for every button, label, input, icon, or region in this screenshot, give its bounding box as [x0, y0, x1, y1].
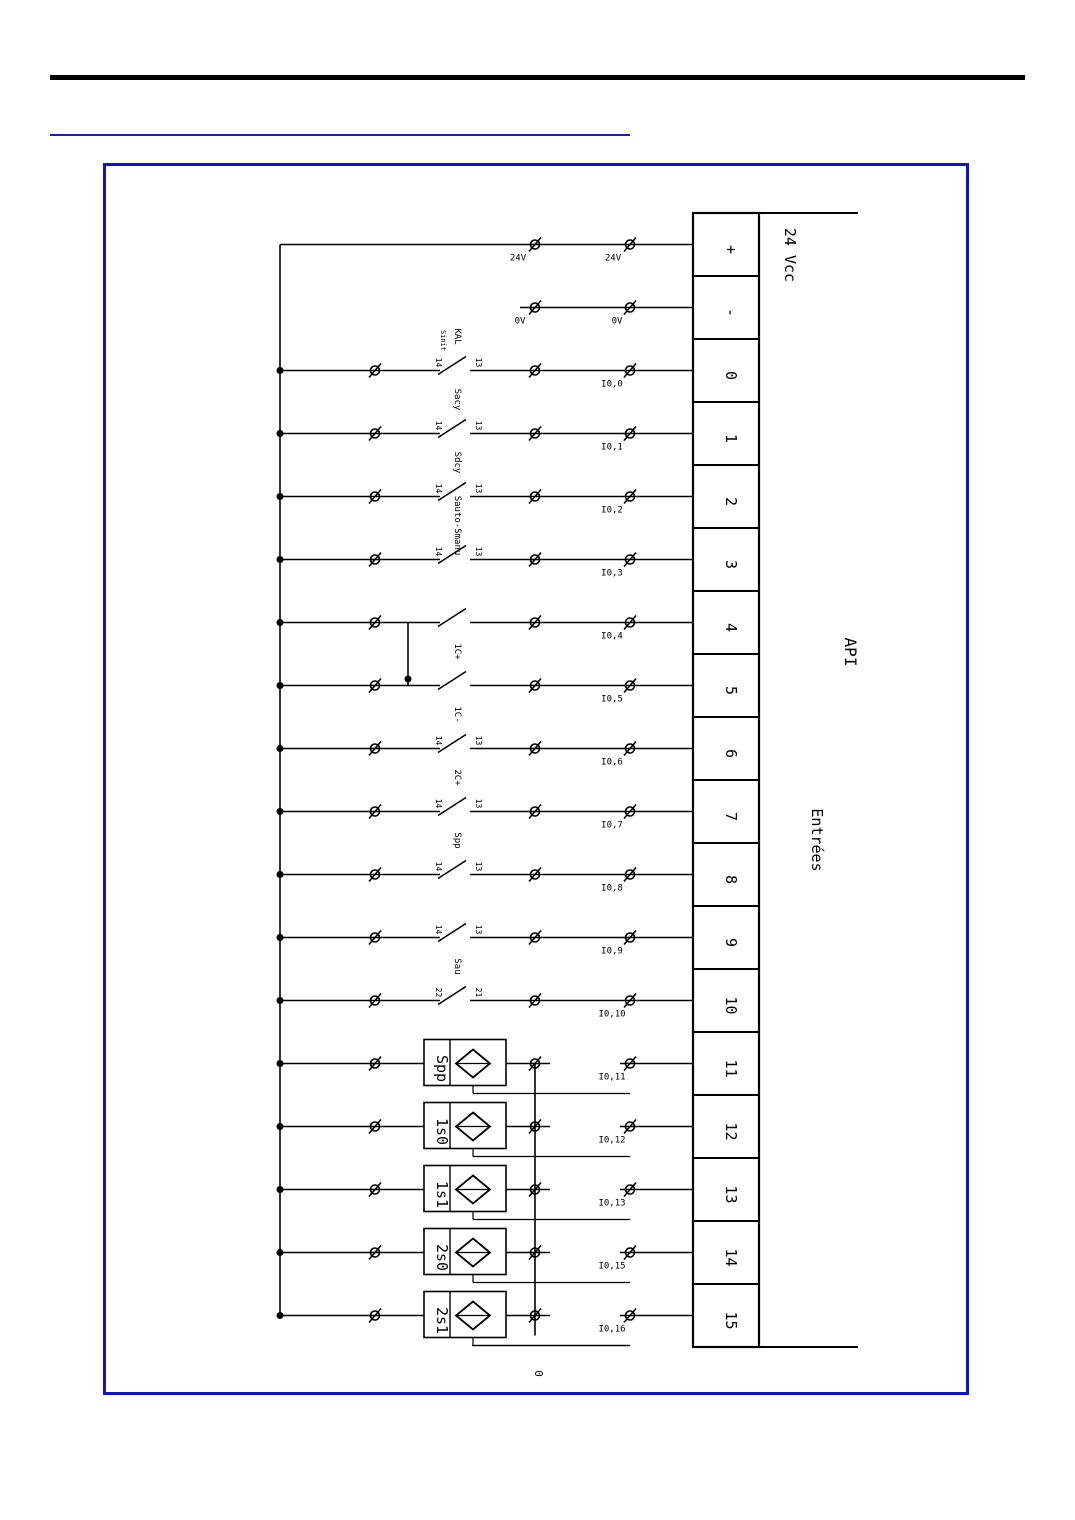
input-address-2: I0,2 — [601, 505, 623, 516]
device-label-7: 2C+ — [452, 769, 462, 786]
pin-right-6: 13 — [474, 735, 483, 746]
input-address-10: I0,10 — [598, 1009, 626, 1020]
sensor-label-12: 1s0 — [433, 1117, 451, 1146]
pin-right-8: 13 — [474, 861, 483, 872]
supply-voltage-label: 24 Vcc — [781, 227, 799, 283]
terminal-label-15: 15 — [722, 1311, 740, 1330]
sensor-label-14: 2s0 — [433, 1243, 451, 1272]
input-address-1: I0,1 — [601, 442, 623, 453]
terminal-label-5: 5 — [722, 685, 740, 696]
device-label-6: 1C- — [452, 706, 462, 723]
terminal-label-3: 3 — [722, 559, 740, 570]
pin-left-1: 14 — [434, 420, 443, 431]
input-address-4: I0,4 — [601, 631, 623, 642]
pin-left-10: 22 — [434, 987, 443, 998]
terminal-label-0: 0 — [722, 370, 740, 381]
terminal-label-1: 1 — [722, 433, 740, 444]
pin-right-3: 13 — [474, 546, 483, 557]
sensor-label-15: 2s1 — [433, 1306, 451, 1335]
input-address-13: I0,13 — [598, 1198, 626, 1209]
device-label-5: 1C+ — [452, 643, 462, 660]
terminal-label-11: 11 — [722, 1059, 740, 1078]
pin-right-1: 13 — [474, 420, 483, 431]
device-label-3: Sauto-Smanu — [452, 495, 462, 556]
device-label-2: Sdcy — [452, 451, 462, 474]
terminal-label-10: 10 — [722, 996, 740, 1015]
inputs-label: Entrées — [808, 808, 826, 872]
input-address-9: I0,9 — [601, 946, 623, 957]
pin-right-10: 21 — [474, 987, 483, 998]
input-address-14: I0,15 — [598, 1261, 626, 1272]
input-address-3: I0,3 — [601, 568, 623, 579]
input-address-0: I0,0 — [601, 379, 623, 390]
mode-switch-junction — [405, 676, 412, 683]
ground-label: 0 — [532, 1370, 545, 1377]
device-sub-0: Sinit — [439, 329, 447, 352]
pin-left-2: 14 — [434, 483, 443, 494]
input-address-5: I0,5 — [601, 694, 623, 705]
pin-left-9: 14 — [434, 924, 443, 935]
device-label-1: Sacy — [452, 388, 462, 411]
pin-right-0: 13 — [474, 357, 483, 368]
terminal-label-+: + — [722, 244, 740, 255]
terminal-label--: - — [722, 307, 740, 318]
label-0v-a: 0V — [514, 316, 526, 327]
contact-5 — [438, 672, 466, 690]
terminal-label-9: 9 — [722, 937, 740, 948]
sensor-label-11: Spp — [433, 1054, 451, 1083]
terminal-label-12: 12 — [722, 1122, 740, 1141]
device-label-8: Spp — [452, 832, 462, 849]
contact-4 — [438, 609, 466, 627]
pin-left-8: 14 — [434, 861, 443, 872]
input-address-8: I0,8 — [601, 883, 623, 894]
terminal-label-8: 8 — [722, 874, 740, 885]
terminal-label-6: 6 — [722, 748, 740, 759]
pin-left-0: 14 — [434, 357, 443, 368]
device-label-10: Sau — [452, 958, 462, 975]
input-address-12: I0,12 — [598, 1135, 626, 1146]
label-24v-a: 24V — [509, 253, 527, 264]
pin-left-6: 14 — [434, 735, 443, 746]
api-title: API — [841, 637, 860, 667]
pin-right-7: 13 — [474, 798, 483, 809]
label-0v-b: 0V — [611, 316, 623, 327]
terminal-label-4: 4 — [722, 622, 740, 633]
input-address-6: I0,6 — [601, 757, 623, 768]
terminal-label-13: 13 — [722, 1185, 740, 1204]
pin-right-2: 13 — [474, 483, 483, 494]
input-address-15: I0,16 — [598, 1324, 626, 1335]
terminal-label-2: 2 — [722, 496, 740, 507]
terminal-label-14: 14 — [722, 1248, 740, 1267]
pin-right-9: 13 — [474, 924, 483, 935]
pin-left-7: 14 — [434, 798, 443, 809]
input-address-7: I0,7 — [601, 820, 623, 831]
label-24v-b: 24V — [604, 253, 622, 264]
sensor-label-13: 1s1 — [433, 1180, 451, 1209]
terminal-label-7: 7 — [722, 811, 740, 822]
input-address-11: I0,11 — [598, 1072, 626, 1083]
pin-left-3: 14 — [434, 546, 443, 557]
device-label-0: KAL — [452, 328, 462, 345]
